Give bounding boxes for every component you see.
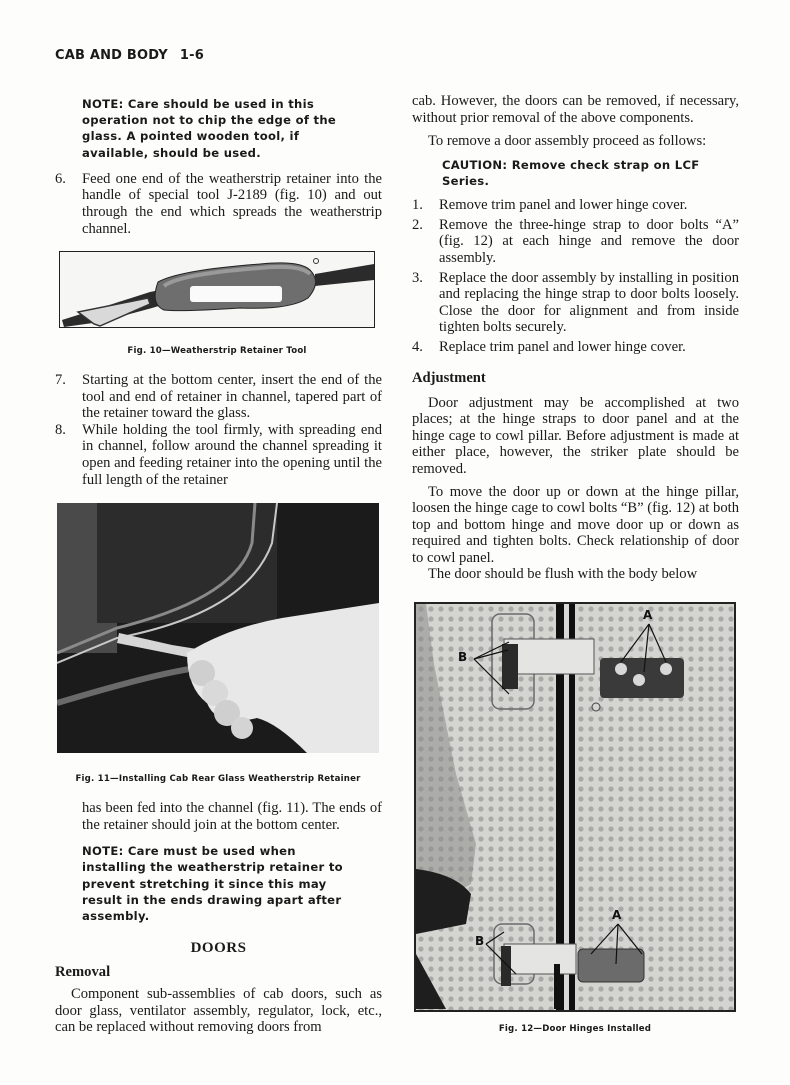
right-column <box>412 93 739 583</box>
left-column <box>55 96 382 237</box>
step-number: 1. <box>412 197 423 214</box>
figure-10-caption: Fig. 10—Weatherstrip Retainer Tool <box>127 346 307 356</box>
step-number: 3. <box>412 269 423 286</box>
section-name: CAB AND BODY <box>55 48 168 63</box>
step-number: 6. <box>55 170 66 187</box>
step-text: Remove the three-hinge strap to door bolts “A” (fig. 12) at each hinge and remove the door assembly. <box>439 216 739 266</box>
left-column-steps <box>55 372 382 488</box>
remove-door-intro: To remove a door assembly proceed as follows: <box>428 133 707 150</box>
label-a-top: A <box>643 608 653 622</box>
note-stretching: NOTE: Care must be used when installing the weatherstrip retainer to prevent stretching it since this may result in the ends drawing apart after assembly. <box>82 844 343 923</box>
caution-check-strap: CAUTION: Remove check strap on LCF Series. <box>442 157 700 188</box>
retainer-continuation-text: has been fed into the channel (fig. 11). The ends of the retainer should join at the bottom center. <box>82 800 382 833</box>
door-hinges-photo <box>416 604 736 1012</box>
figure-12-photo <box>414 602 736 1012</box>
label-b-bottom: B <box>475 934 485 948</box>
step-text: Starting at the bottom center, insert the end of the tool and end of retainer in channel, tapered part of the retainer toward the glass. <box>82 372 382 422</box>
step-text: Replace trim panel and lower hinge cover. <box>439 338 686 355</box>
step-7 <box>55 372 382 422</box>
step-8 <box>55 422 382 488</box>
step-text: Remove trim panel and lower hinge cover. <box>439 197 688 214</box>
page-number: 1-6 <box>179 48 205 63</box>
note-chip-glass: NOTE: Care should be used in this operation not to chip the edge of the glass. A pointed wooden tool, if available, should be used. <box>82 97 337 160</box>
figure-11-caption: Fig. 11—Installing Cab Rear Glass Weatherstrip Retainer <box>75 774 361 784</box>
removal-paragraph: Component sub-assemblies of cab doors, such as door glass, ventilator assembly, regulator, lock, etc., can be replaced without removing doors from <box>55 986 382 1036</box>
left-column-lower <box>82 800 382 924</box>
installing-retainer-photo <box>57 503 379 753</box>
label-a-bottom: A <box>612 908 622 922</box>
adjustment-paragraph-3: The door should be flush with the body below <box>428 566 698 583</box>
step-text: While holding the tool firmly, with spreading end in channel, follow around the channel spreading it open and feeding retainer into the opening until the full length of the retainer <box>82 421 382 488</box>
removal-step-2 <box>412 217 739 267</box>
subheading-removal: Removal <box>55 964 111 980</box>
step-text: Replace the door assembly by installing in position and replacing the hinge strap to door bolts loosely. Close the door for alignment and from inside tighten bolts securely. <box>439 269 739 336</box>
running-head <box>55 48 204 63</box>
section-title-doors: DOORS <box>190 940 247 956</box>
cab-continuation-text: cab. However, the doors can be removed, if necessary, without prior removal of the above components. <box>412 93 739 126</box>
step-6 <box>55 171 382 237</box>
figure-10-image <box>59 251 375 328</box>
weatherstrip-retainer-tool-illustration <box>60 252 375 328</box>
step-number: 2. <box>412 216 423 233</box>
step-text: Feed one end of the weatherstrip retainer into the handle of special tool J-2189 (fig. 10) and out through the end which spreads the weatherstrip channel. <box>82 170 382 237</box>
removal-step-3 <box>412 270 739 336</box>
removal-step-4 <box>412 339 739 356</box>
figure-11-photo <box>57 503 379 753</box>
removal-steps-list <box>412 197 739 355</box>
subheading-adjustment: Adjustment <box>412 369 486 386</box>
adjustment-paragraph-1: Door adjustment may be accomplished at two places; at the hinge straps to door panel and at the hinge cage to cowl pillar. Before adjustment is made at either place, however, the striker plate should be removed. <box>412 394 739 477</box>
step-number: 8. <box>55 421 66 438</box>
step-number: 7. <box>55 372 66 388</box>
removal-step-1 <box>412 197 739 214</box>
figure-12-caption: Fig. 12—Door Hinges Installed <box>498 1024 652 1034</box>
step-number: 4. <box>412 338 423 355</box>
label-b-top: B <box>458 650 468 664</box>
adjustment-paragraph-2: To move the door up or down at the hinge pillar, loosen the hinge cage to cowl bolts “B” (fig. 12) at both top and bottom hinge and move door up or down as required and tighten bolts. Check relationship of door to cowl panel. <box>412 483 739 566</box>
